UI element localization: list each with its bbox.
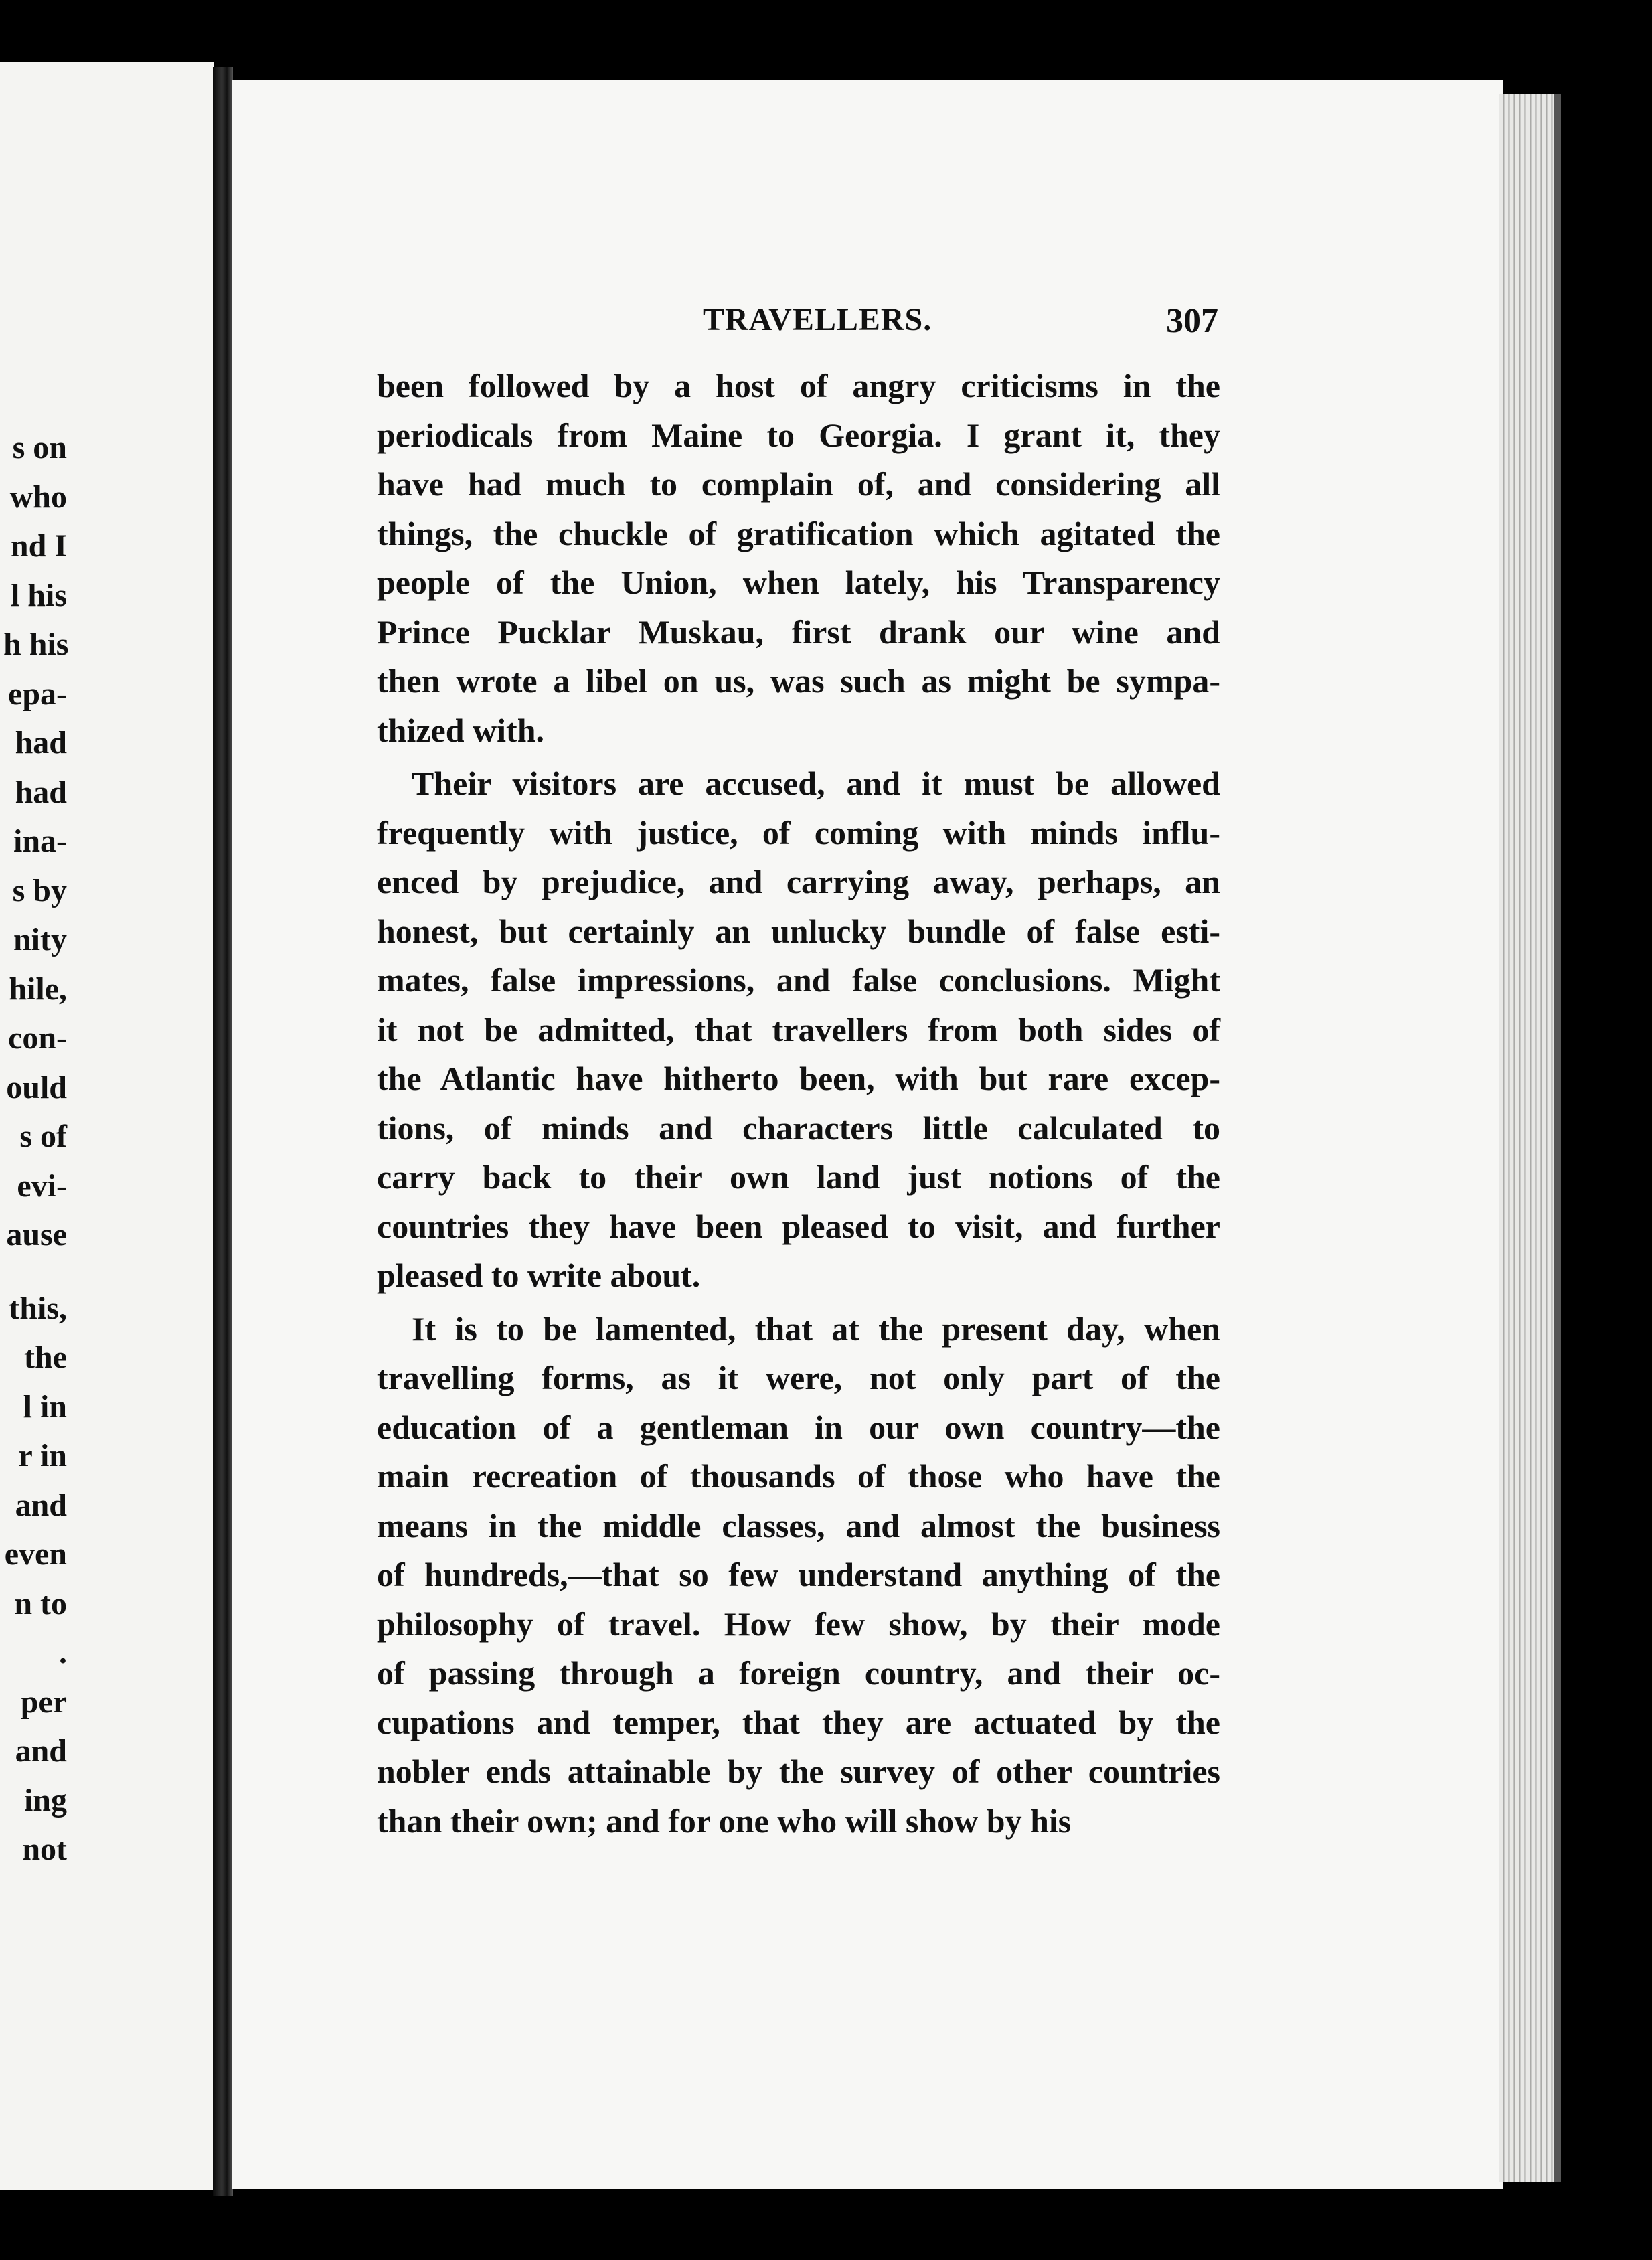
- facing-page-fragment: had: [15, 725, 67, 760]
- text-line: It is to be lamented, that at the present day, when: [412, 1309, 1220, 1348]
- facing-page-fragment: even: [4, 1536, 67, 1572]
- text-line: have had much to complain of, and considering all: [377, 465, 1220, 503]
- page-edges: [1499, 94, 1554, 2182]
- fragment-gap: [3, 1260, 67, 1284]
- facing-page-fragment: nd I: [10, 528, 67, 564]
- facing-page-fragment: l in: [23, 1388, 67, 1425]
- text-line: people of the Union, when lately, his Transparency: [377, 564, 1220, 601]
- paragraph: [377, 361, 1220, 755]
- facing-page-fragment: ause: [6, 1217, 67, 1253]
- running-title: TRAVELLERS.: [703, 302, 932, 337]
- text-line: Their visitors are accused, and it must be allowed: [412, 764, 1220, 802]
- facing-page-fragment: h his: [3, 627, 69, 662]
- body-text: [377, 361, 1220, 1846]
- text-line: periodicals from Maine to Georgia. I grant it, they: [377, 416, 1220, 454]
- text-line: means in the middle classes, and almost the business: [377, 1506, 1220, 1544]
- paragraph: [377, 759, 1220, 1301]
- facing-page-fragment: s by: [12, 872, 67, 908]
- text-line: honest, but certainly an unlucky bundle of false esti-: [377, 912, 1220, 950]
- text-line: things, the chuckle of gratification which agitated the: [377, 514, 1220, 552]
- facing-page-fragment: s on: [12, 430, 67, 465]
- facing-page-fragment: l his: [10, 577, 67, 613]
- text-line: of passing through a foreign country, and their oc-: [377, 1654, 1220, 1692]
- text-line: main recreation of thousands of those who have the: [377, 1457, 1220, 1495]
- book-gutter: [213, 67, 233, 2196]
- text-line: countries they have been pleased to visit, and further: [377, 1207, 1220, 1245]
- facing-page-fragment: ould: [6, 1069, 67, 1105]
- text-line: it not be admitted, that travellers from both sides of: [377, 1010, 1220, 1048]
- text-line: the Atlantic have hitherto been, with but rare excep-: [377, 1060, 1220, 1097]
- text-line: cupations and temper, that they are actuated by the: [377, 1703, 1220, 1741]
- facing-page-text-fragments: [3, 423, 67, 1874]
- text-line: then wrote a libel on us, was such as might be sympa-: [377, 662, 1220, 700]
- running-head: [703, 301, 1218, 341]
- text-line: nobler ends attainable by the survey of other countries: [377, 1753, 1220, 1790]
- facing-page-fragment: evi-: [17, 1167, 67, 1204]
- facing-page-fragment: this,: [9, 1290, 67, 1326]
- facing-page-fragment: s of: [19, 1119, 67, 1154]
- facing-page-fragment: ing: [23, 1782, 67, 1818]
- text-line: mates, false impressions, and false conclusions. Might: [377, 961, 1220, 999]
- facing-page-fragment: epa-: [8, 675, 67, 712]
- facing-page-fragment: and: [15, 1487, 67, 1523]
- text-line: education of a gentleman in our own country—the: [377, 1408, 1220, 1446]
- text-line: philosophy of travel. How few show, by their mode: [377, 1605, 1220, 1643]
- facing-page-fragment: not: [22, 1832, 67, 1867]
- text-line: been followed by a host of angry criticisms in the: [377, 367, 1220, 404]
- facing-page-fragment: .: [59, 1635, 67, 1670]
- facing-page-fragment: who: [9, 479, 67, 515]
- text-line: travelling forms, as it were, not only part of the: [377, 1359, 1220, 1396]
- page-edge-shadow: [1554, 94, 1561, 2182]
- text-line: thized with.: [377, 711, 544, 749]
- facing-page-fragment: nity: [13, 922, 67, 957]
- paragraph: [377, 1305, 1220, 1846]
- text-line: frequently with justice, of coming with minds influ-: [377, 813, 1220, 852]
- text-line: pleased to write about.: [377, 1257, 701, 1294]
- facing-page-fragment: hile,: [9, 971, 67, 1007]
- text-line: Prince Pucklar Muskau, first drank our wine and: [377, 613, 1220, 651]
- text-line: of hundreds,—that so few understand anything of the: [377, 1556, 1220, 1593]
- page-number: 307: [1166, 302, 1218, 340]
- facing-page: [0, 62, 214, 2190]
- facing-page-fragment: and: [15, 1733, 67, 1769]
- facing-page-fragment: the: [24, 1340, 67, 1375]
- facing-page-fragment: had: [15, 774, 67, 810]
- text-line: carry back to their own land just notions of the: [377, 1158, 1220, 1196]
- facing-page-fragment: ina-: [13, 823, 67, 859]
- facing-page-fragment: r in: [18, 1438, 67, 1473]
- facing-page-fragment: con-: [8, 1020, 67, 1056]
- text-line: enced by prejudice, and carrying away, perhaps, an: [377, 863, 1220, 900]
- facing-page-fragment: per: [20, 1684, 67, 1720]
- text-line: than their own; and for one who will show by his: [377, 1801, 1072, 1840]
- text-line: tions, of minds and characters little calculated to: [377, 1109, 1220, 1147]
- facing-page-fragment: n to: [14, 1585, 67, 1621]
